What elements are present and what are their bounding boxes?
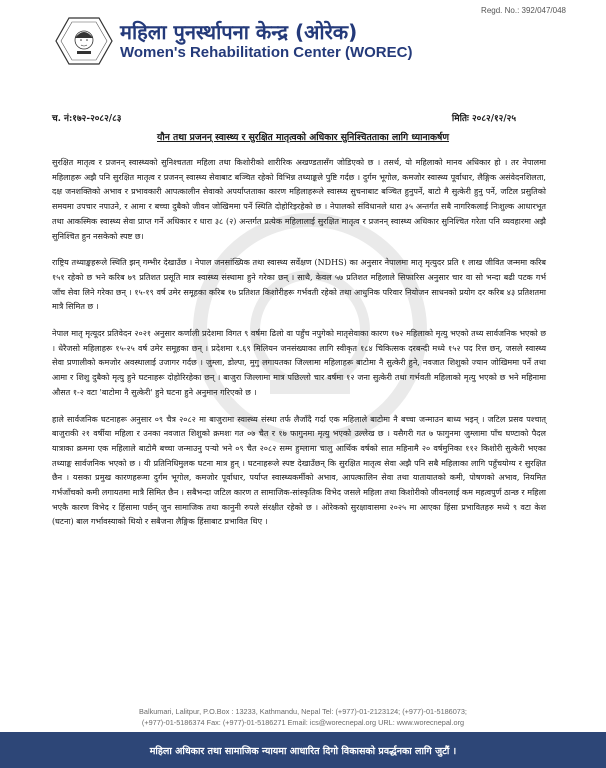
paragraph: नेपाल मातृ मृत्यूदर प्रतिवेदन २०२१ अनुसार कर्णाली प्रदेशमा विगत ९ वर्षमा ढिलो वा पहुँच नपुगेको मातृसेवाका कारण १७२ महिलाको मृत्यु भएको तथ्य सार्वजनिक भएको छ । धेरैजसो महिलाहरू १५-२५ वर्ष उमेर समूहका छन् । प्रदेशमा १.६९ मिलियन जनसंख्याका लागि स्वीकृत १८४ चिकित्सक दरबन्दी मध्ये १५२ पद रित्त छन्, जसले स्वास्थ्य सेवा प्रणालीको कमजोर अवस्थालाई उजागर गर्दछ । जुम्ला, डोल्पा, मुगु लगायतका जिल्लामा महिलाहरू बाटोमा नै सुत्केरी हुने, नवजात शिशुको ज्यान जोखिममा पर्ने तथा आमा र शिशु दुबैको मृत्यु हुने घटनाहरू दोहोरिरहेका छन् । बाजुरा जिल्लामा मात्र पछिल्लो चार वर्षमा १२ जना सुत्केरी तथा गर्भवती महिलाको मृत्यु भएको छ भने महिनामा औसत १-२ वटा 'बाटोमा नै सुत्केरी' हुने घटना हुने अनुमान गरिएको छ ।: [52, 329, 546, 397]
org-name-english: Women's Rehabilitation Center (WOREC): [120, 44, 413, 61]
registration-number: Regd. No.: 392/047/048: [481, 6, 566, 15]
reference-number: च. नं:१७२-२०८२/८३: [52, 114, 122, 124]
worec-logo-icon: [54, 16, 114, 66]
letter-subject-text: यौन तथा प्रजनन् स्वास्थ्य र सुरक्षित मातृत्वको अधिकार सुनिश्चितताका लागि ध्यानाकर्षण: [156, 132, 450, 143]
letter-body: [52, 156, 546, 542]
paragraph: हाले सार्वजनिक घटनाहरू अनुसार ०९ चैत्र २०८२ मा बाजुरामा स्वास्थ्य संस्था तर्फ लैजाँदै गर्दा एक महिलाले बाटोमा नै बच्चा जन्माउन बाध्य भइन् । जटिल प्रसव पश्चात् बाजुराकी २१ वर्षीया महिला र उनका नवजात शिशुको क्रमशः गत ०७ चैत र १७ फागुनमा मृत्यु भएको उल्लेख छ । यसैगरी गत ७ फागुनमा जुम्लामा पाँच घण्टाको पैदल यात्राका क्रममा एक महिलाले बाटोमै बच्चा जन्माउनु पर्‍यो भने ०९ चैत २०८२ सम्म हुम्लामा चालु आर्थिक वर्षको सात महिनामै २० वर्षमुनिका ११२ किशोरी सुत्केरी भएका तथ्याङ्क सार्वजनिक भएको छ । यी प्रतिनिधिमुलक घटना मात्र हुन् । घटनाहरूले स्पष्ट देखाउँछन् कि सुरक्षित मातृत्व सेवा अझै पनि सबै महिलाका लागि पहुँचयोग्य र सुरक्षित छैन । यसका प्रमुख कारणहरूमा दुर्गम भूगोल, कमजोर पूर्वाधार, पर्याप्त स्वास्थ्यकर्मीको अभाव, आपत्कालिन सेवा तथा यातायातको कमी, पोषणको अभाव, नियमित गर्भजाँचको कमी लगायतमा मात्रै सिमित छैन । सबैभन्दा जटिल कारण त सामाजिक-सांस्कृतिक विभेद जसले महिला तथा किशोरीको जीवनलाई कम महत्वपुर्ण ठान्छ र महिला भएकै कारण विभेद र हिंसामा पर्छन् जुन सामाजिक तथा कानुनी रुपले संरक्षीत रहेको छ । ओरेकको सुरक्षावासमा २०२५ मा आएका हिंसा प्रभावितहरु मध्ये ९ वटा केश (घटना) बाल गर्भावस्याको थियो र सबैजना लैङ्गिक हिंसाबाट प्रभावित थिए ।: [52, 414, 546, 527]
paragraph: राष्ट्रिय तथ्याङ्कहरूले स्थिति झन् गम्भीर देखाउँछ । नेपाल जनसांख्यिक तथा स्वास्थ्य सर्वेक्षण (NDHS) का अनुसार नेपालमा मातृ मृत्युदर प्रति १ लाख जीवित जन्ममा करिब १५१ रहेको छ भने करिब ७९ प्रतिशत प्रसूति मात्र स्वास्थ्य संस्थामा हुने गरेका छन् । साथै, केवल ५७ प्रतिशत महिलाले सिफारिस अनुसार चार वा सो भन्दा बढी पटक गर्भ जाँच सेवा लिने गरेका छन् । १५-१९ वर्ष उमेर समूहका करिब १७ प्रतिशत किशोरीहरू गर्भवती रहेको तथा आधुनिक परिवार नियोजन साधनको प्रयोग दर करिब ४३ प्रतिशतमा मात्रै सिमित छ ।: [52, 258, 546, 312]
letterhead: [54, 16, 412, 66]
contact-address: [0, 706, 606, 728]
address-line-1: Balkumari, Lalitpur, P.O.Box : 13233, Kathmandu, Nepal Tel: (+977)-01-2123124; (+977)-01-5186073;: [139, 707, 467, 716]
org-name-nepali: महिला पुनर्स्थापना केन्द्र (ओरेक): [120, 20, 358, 44]
paragraph: सुरक्षित मातृत्व र प्रजनन् स्वास्थ्यको सुनिश्चतता महिला तथा किशोरीको शारीरिक अखण्डतासँग जोडिएको छ । तसर्थ, यो महिलाको मानव अधिकार हो । तर नेपालमा महिलाहरू अझै पनि सुरक्षित मातृत्व र प्रजनन् स्वास्थ्य सेवाबाट बञ्चित रहेको विभिन्न तथ्याङ्कले पुष्टि गर्दछ । दुर्गम भूगोल, कमजोर स्वास्थ्य पूर्वाधार, लैङ्गिक असंवेदनशिलता, दक्ष जनशक्तिको अभाव र प्रभावकारी आपत्कालीन सेवाको अपर्याप्तताका कारण महिलाहरूले स्वास्थ्य सुचनाबाट बञ्चित हुनुपर्ने, बाटो मै सुत्केरी हुनु पर्ने, जटिल प्रसुतिको समयमा उपचार नपाउने, र आमा र बच्चा दुबैको जीवन जोखिममा पर्ने स्थिति दोहोरिइरहेको छ । नेपालको संविधानले धारा ३५ अन्तर्गत सबै नागरिकलाई निःशुल्क आधारभूत तथा आकस्मिक स्वास्थ्य सेवा प्राप्त गर्ने अधिकार र धारा ३८ (२) अन्तर्गत प्रत्येक महिलालाई सुरक्षित मातृत्व र प्रजनन् स्वास्थ्य अधिकार सुनिश्चित गरेता पनि व्यवहारमा अझै सुनिश्चित हुन नसकेको स्पष्ट छ।: [52, 158, 546, 241]
letter-subject: [0, 130, 606, 143]
footer-slogan: महिला अधिकार तथा सामाजिक न्यायमा आधारित दिगो विकासको प्रवर्द्धनका लागि जुटौं ।: [149, 745, 457, 757]
letter-date: मितिः २०८२/१२/२५: [451, 114, 516, 124]
footer-bar: [0, 732, 606, 768]
address-line-2: (+977)-01-5186374 Fax: (+977)-01-5186271 Email: ics@worecnepal.org URL: www.worecnepal.org: [141, 718, 465, 727]
